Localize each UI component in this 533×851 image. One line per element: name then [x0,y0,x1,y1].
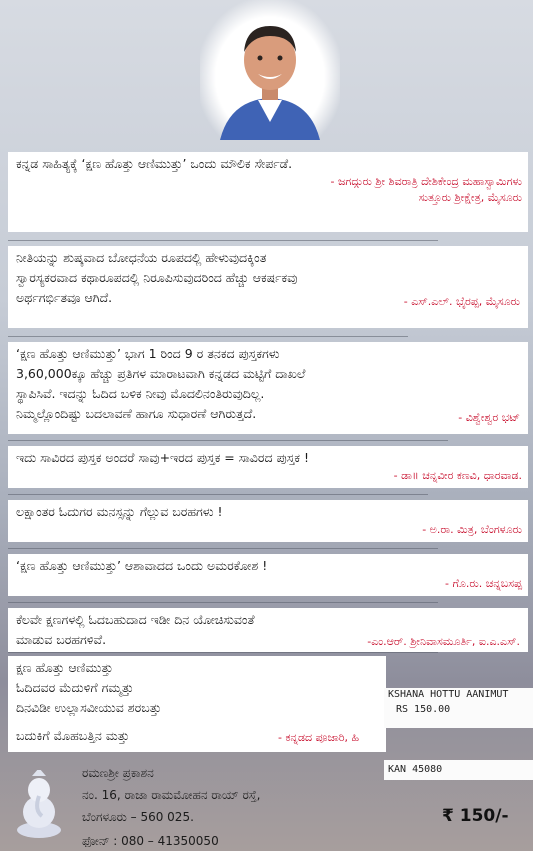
review-text: ಸ್ಥಾಪಿಸಿವೆ. ಇದನ್ನು ಓದಿದ ಬಳಿಕ ನೀವು ಮೊದಲಿನಂತಿರುವುದಿಲ್ಲ. [16,386,265,401]
review-text: ಇದು ಸಾವಿರದ ಪುಸ್ತಕ ಅಂದರೆ ಸಾವು+ಇರದ ಪುಸ್ತಕ = ಸಾವಿರದ ಪುಸ್ತಕ ! [16,450,310,465]
review-block-2 [8,246,528,328]
divider [8,494,428,495]
poem-attribution: - ಕನ್ನಡದ ಪೂಜಾರಿ, ಹಿ [278,731,360,744]
cover-price: ₹ 150/- [442,806,509,826]
review-text: ಕನ್ನಡ ಸಾಹಿತ್ಯಕ್ಕೆ ‘ಕ್ಷಣ ಹೊತ್ತು ಆಣಿಮುತ್ತು’ ಒಂದು ಮೌಲಿಕ ಸೇರ್ಪಡೆ. [16,156,293,171]
divider [8,336,408,337]
review-text: ಕೆಲವೇ ಕ್ಷಣಗಳಲ್ಲಿ ಓದಬಹುದಾದ ಇಡೀ ದಿನ ಯೋಚಿಸುವಂತೆ [16,612,255,627]
publisher-phone: ಫೋನ್ : 080 – 41350050 [82,834,219,848]
sticker-title: KSHANA HOTTU AANIMUT [388,689,509,700]
poem-line: ಕ್ಷಣ ಹೊತ್ತು ಆಣಿಮುತ್ತು [16,660,114,675]
divider [8,602,438,603]
review-block-3 [8,342,528,434]
review-attribution: - ಎಸ್.ಎಲ್. ಭೈರಪ್ಪ, ಮೈಸೂರು [403,295,520,308]
poem-block [8,656,386,752]
review-block-4 [8,446,528,488]
review-block-1 [8,152,528,232]
review-attribution: ಸುತ್ತೂರು ಶ್ರೀಕ್ಷೇತ್ರ, ಮೈಸೂರು [418,191,522,204]
review-attribution: - ಜಗದ್ಗುರು ಶ್ರೀ ಶಿವರಾತ್ರಿ ದೇಶಿಕೇಂದ್ರ ಮಹಾಸ್ವಾಮಿಗಳು [330,175,522,188]
review-text: ‘ಕ್ಷಣ ಹೊತ್ತು ಆಣಿಮುತ್ತು’ ಭಾಗ 1 ರಿಂದ 9 ರ ತನಕದ ಪುಸ್ತಕಗಳು [16,346,280,361]
review-attribution: - ಡಾ॥ ಚನ್ನವೀರ ಕಣವಿ, ಧಾರವಾಡ. [393,469,522,482]
review-attribution: - ಗೊ.ರು. ಚನ್ನಬಸಪ್ಪ [445,577,522,590]
divider [8,240,438,241]
publisher-address-line1: ನಂ. 16, ರಾಜಾ ರಾಮಮೋಹನ ರಾಯ್ ರಸ್ತೆ, [82,788,261,802]
ganesha-logo-icon [14,770,64,840]
poem-line: ಬದುಕಿಗೆ ಮೊಹಬತ್ತಿನ ಮತ್ತು [16,728,130,743]
review-text: ‘ಕ್ಷಣ ಹೊತ್ತು ಆಣಿಮುತ್ತು’ ಆಶಾವಾದದ ಒಂದು ಅಮರಕೋಶ ! [16,558,268,573]
review-block-6 [8,554,528,596]
sticker-code: KAN 45080 [388,764,443,775]
review-text: ಮಾಡುವ ಬರಹಗಳಿವೆ. [16,632,107,647]
publisher-address-line2: ಬೆಂಗಳೂರು – 560 025. [82,810,194,824]
review-attribution: - ವಿಶ್ವೇಶ್ವರ ಭಟ್ [458,411,520,424]
publisher-name: ರಮಣಶ್ರೀ ಪ್ರಕಾಶನ [82,766,154,780]
poem-line: ಓದಿದವರ ಮೆದುಳಿಗೆ ಗಮ್ಮತ್ತು [16,680,134,695]
divider [8,440,448,441]
review-text: ನೀತಿಯನ್ನು ಶುಷ್ಕವಾದ ಬೋಧನೆಯ ರೂಪದಲ್ಲಿ ಹೇಳುವುದಕ್ಕಿಂತ [16,250,267,265]
review-text: ಅರ್ಥಗರ್ಭಿತವೂ ಆಗಿದೆ. [16,290,113,305]
poem-line: ದಿನವಿಡೀ ಉಲ್ಲಾಸವೀಯುವ ಶರಬತ್ತು [16,700,162,715]
divider [8,652,438,653]
review-text: ಲಕ್ಷಾಂತರ ಓದುಗರ ಮನಸ್ಸನ್ನು ಗೆಲ್ಲುವ ಬರಹಗಳು ! [16,504,223,519]
divider [8,548,438,549]
author-photo [200,0,340,140]
review-block-7 [8,608,528,652]
review-text: 3,60,000ಕ್ಕೂ ಹೆಚ್ಚು ಪ್ರತಿಗಳ ಮಾರಾಟವಾಗಿ ಕನ್ನಡದ ಮಟ್ಟಿಗೆ ದಾಖಲೆ [16,366,306,381]
sticker-price: RS 150.00 [396,704,451,715]
review-attribution: - ಅ.ರಾ. ಮಿತ್ರ, ಬೆಂಗಳೂರು [422,523,522,536]
price-sticker [384,688,533,728]
review-text: ನಿಮ್ಮಲ್ಲೊಂದಿಷ್ಟು ಬದಲಾವಣೆ ಹಾಗೂ ಸುಧಾರಣೆ ಆಗಿರುತ್ತದೆ. [16,406,257,421]
review-block-5 [8,500,528,542]
review-text: ಸ್ವಾರಸ್ಯಕರವಾದ ಕಥಾರೂಪದಲ್ಲಿ ನಿರೂಪಿಸುವುದರಿಂದ ಹೆಚ್ಚು ಆಕರ್ಷಕವು [16,270,298,285]
code-sticker [384,760,533,780]
review-attribution: -ಎಂ.ಆರ್. ಶ್ರೀನಿವಾಸಮೂರ್ತಿ, ಐ.ಎ.ಎಸ್. [367,635,520,648]
